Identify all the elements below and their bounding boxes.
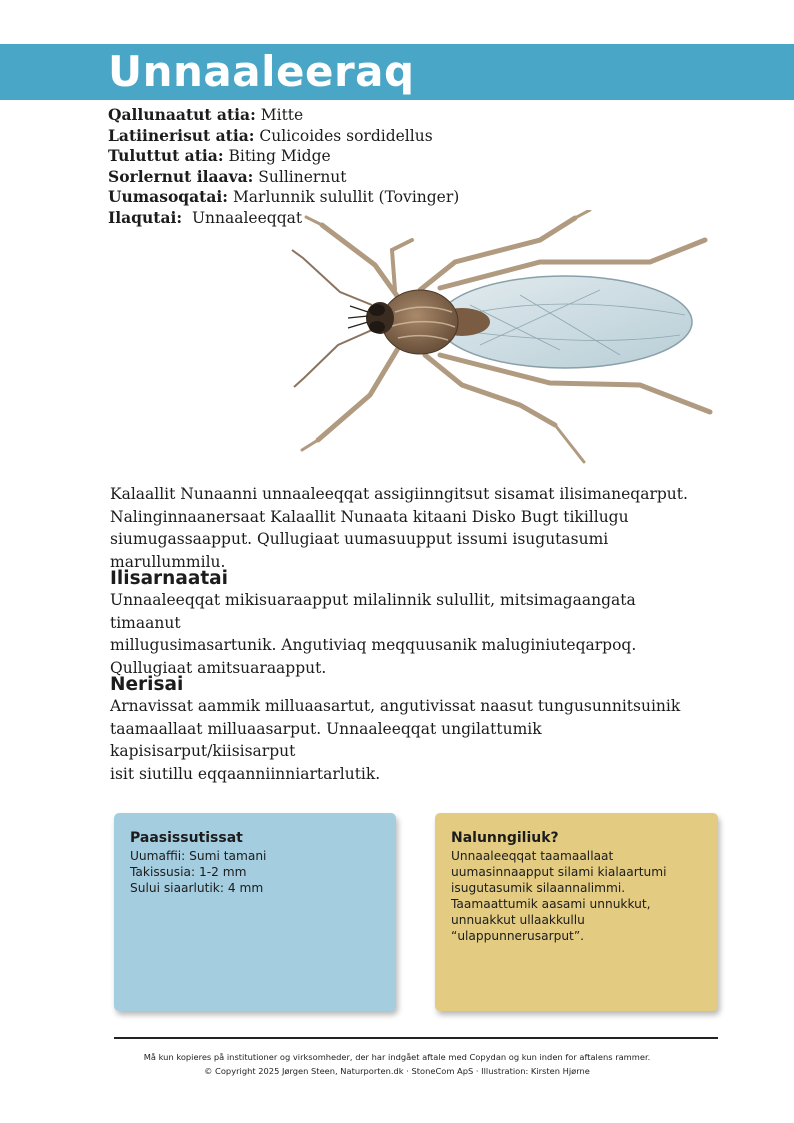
footer-divider bbox=[114, 1037, 718, 1039]
fact-label: Qallunaatut atia: bbox=[108, 105, 256, 124]
facts-box-line: Sului siaarlutik: 4 mm bbox=[130, 881, 264, 895]
midge-illustration bbox=[270, 210, 730, 475]
copyright-notice: Må kun kopieres på institutioner og virksomheder, der har indgået aftale med Copydan og kun inden for aftalens rammer. bbox=[143, 1052, 651, 1062]
fact-label: Sorlernut ilaava: bbox=[108, 166, 254, 186]
text-line: Qullugiaat amitsuaraapput. bbox=[110, 658, 327, 677]
facts-box bbox=[114, 813, 396, 1011]
fact-value: Marlunnik sulullit (Tovinger) bbox=[232, 188, 460, 206]
text-line: Nalinginnaanersaat Kalaallit Nunaata kitaani Disko Bugt tikillugu bbox=[110, 507, 629, 526]
fact-value: Mitte bbox=[260, 106, 304, 124]
fact-label: Ilaqutai: bbox=[108, 207, 183, 227]
text-line: Kalaallit Nunaanni unnaaleeqqat assigiinngitsut sisamat ilisimaneqarput. bbox=[110, 485, 688, 503]
section-paragraph-ilisarnaatai bbox=[110, 589, 710, 679]
text-line: Arnavissat aammik milluaasartut, angutivissat naasut tungusunnitsuinik bbox=[110, 697, 681, 715]
fact-row bbox=[108, 167, 459, 188]
text-line: millugusimasartunik. Angutiviaq meqquusanik maluginiuteqarpoq. bbox=[110, 636, 637, 654]
fact-row bbox=[108, 146, 459, 167]
fact-value: Culicoides sordidellus bbox=[259, 126, 433, 145]
intro-paragraph bbox=[110, 483, 710, 573]
fact-value: Biting Midge bbox=[228, 147, 331, 165]
did-you-know-line: uumasinnaapput silami kialaartumi bbox=[451, 865, 667, 879]
facts-box-line: Uumaffii: Sumi tamani bbox=[130, 849, 267, 863]
section-heading-nerisai: Nerisai bbox=[110, 674, 184, 695]
did-you-know-line: “ulappunnerusarput”. bbox=[451, 929, 585, 943]
page-title: Unnaaleeraq bbox=[108, 47, 415, 96]
fact-value: Unnaaleeqqat bbox=[191, 208, 303, 227]
section-heading-ilisarnaatai: Ilisarnaatai bbox=[110, 568, 228, 589]
text-line: Unnaaleeqqat mikisuaraapput milalinnik sulullit, mitsimagaangata timaanut bbox=[110, 591, 636, 632]
text-line: isit siutillu eqqaanniinniartarlutik. bbox=[110, 764, 381, 783]
fact-value: Sullinernut bbox=[258, 167, 347, 186]
midge-antennae bbox=[292, 250, 372, 387]
fact-label: Latiinerisut atia: bbox=[108, 125, 255, 145]
fact-row bbox=[108, 105, 459, 126]
did-you-know-heading: Nalunngiliuk? bbox=[451, 830, 559, 846]
fact-label: Tuluttut atia: bbox=[108, 146, 224, 165]
did-you-know-line: Taamaattumik aasami unnukkut, bbox=[451, 897, 651, 911]
facts-box-heading: Paasissutissat bbox=[130, 830, 243, 846]
did-you-know-line: Unnaaleeqqat taamaallaat bbox=[451, 849, 614, 863]
fact-row bbox=[108, 126, 459, 147]
copyright-credits: © Copyright 2025 Jørgen Steen, Naturporten.dk · StoneCom ApS · Illustration: Kirsten Hjørne bbox=[204, 1066, 590, 1076]
did-you-know-line: unnuakkut ullaakkullu bbox=[451, 913, 585, 927]
fact-row bbox=[108, 187, 459, 208]
did-you-know-line: isugutasumik silaannalimmi. bbox=[451, 881, 626, 895]
text-line: taamaallaat milluaasarput. Unnaaleeqqat ungilattumik kapisisarput/kiisisarput bbox=[110, 719, 542, 760]
did-you-know-box bbox=[435, 813, 718, 1011]
fact-label: Uumasoqatai: bbox=[108, 187, 228, 206]
text-line: siumugassaapput. Qullugiaat uumasuupput issumi isugutasumi marullummilu. bbox=[110, 530, 609, 571]
section-paragraph-nerisai bbox=[110, 695, 710, 785]
facts-box-line: Takissusia: 1-2 mm bbox=[130, 865, 247, 879]
